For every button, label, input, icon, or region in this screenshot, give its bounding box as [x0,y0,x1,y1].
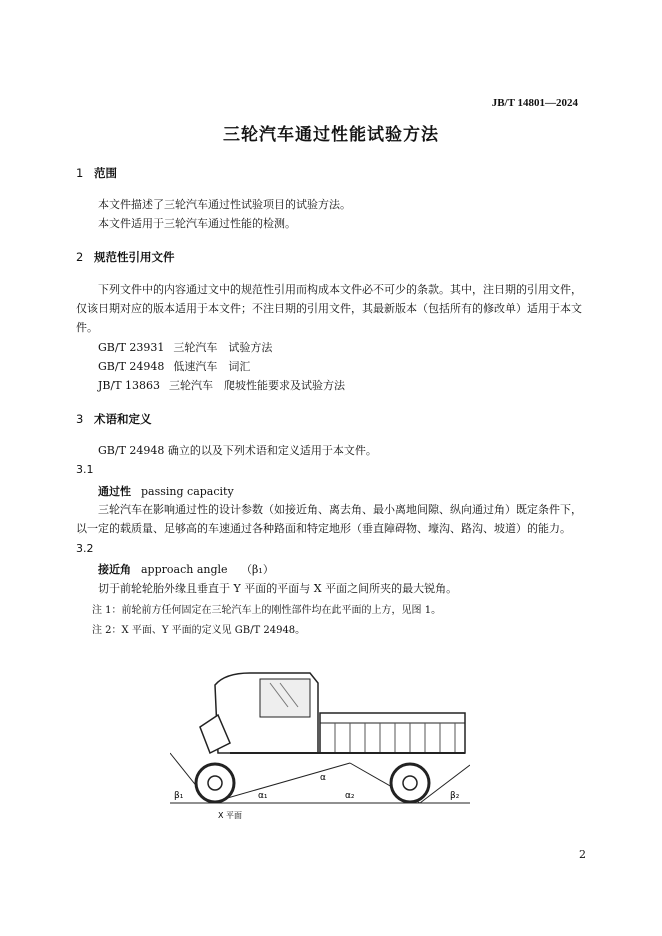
term-3-1-number: 3.1 [76,463,94,476]
term-3-1-definition: 三轮汽车在影响通过性的设计参数（如接近角、离去角、最小离地间隙、纵向通过角）既定条件下，以一定的载质量、足够高的车速通过各种路面和特定地形（垂直障碍物、壕沟、路沟、坡道）的能力。 [76,503,582,535]
page-number: 2 [579,848,586,861]
term-3-2-definition: 切于前轮轮胎外缘且垂直于 Y 平面的平面与 X 平面之间所夹的最大锐角。 [98,582,458,595]
label-alpha1: α₁ [258,791,268,801]
label-beta2: β₂ [450,791,460,801]
label-alpha: α [320,773,326,783]
section-1-para-2: 本文件适用于三轮汽车通过性能的检测。 [98,217,296,230]
section-3-intro: GB/T 24948 确立的以及下列术语和定义适用于本文件。 [98,444,377,457]
term-3-2: 接近角 approach angle （β₁） [98,563,274,576]
section-2-intro: 下列文件中的内容通过文中的规范性引用而构成本文件必不可少的条款。其中，注日期的引用文件，仅该日期对应的版本适用于本文件；不注日期的引用文件，其最新版本（包括所有的修改单）适用于本文件。 [76,283,582,334]
cargo-bed [320,713,465,753]
section-1-para-1: 本文件描述了三轮汽车通过性试验项目的试验方法。 [98,198,351,211]
label-beta1: β₁ [174,791,184,801]
standard-code: JB/T 14801—2024 [491,97,578,109]
cab-window [260,679,310,717]
label-alpha2: α₂ [345,791,355,801]
term-3-1: 通过性 passing capacity [98,485,234,498]
section-1-heading: 1 范围 [76,166,117,180]
label-x-plane: X 平面 [218,811,243,820]
note-1: 注 1：前轮前方任何固定在三轮汽车上的刚性部件均在此平面的上方，见图 1。 [92,605,442,616]
section-3-heading: 3 术语和定义 [76,412,152,426]
tricycle-diagram [170,655,470,830]
note-2: 注 2：X 平面、Y 平面的定义见 GB/T 24948。 [92,625,306,636]
reference-item: GB/T 24948 低速汽车 词汇 [98,360,251,373]
section-2-heading: 2 规范性引用文件 [76,250,175,264]
page-title: 三轮汽车通过性能试验方法 [223,125,439,145]
reference-item: JB/T 13863 三轮汽车 爬坡性能要求及试验方法 [98,379,346,392]
reference-item: GB/T 23931 三轮汽车 试验方法 [98,341,273,354]
term-3-2-number: 3.2 [76,542,94,555]
